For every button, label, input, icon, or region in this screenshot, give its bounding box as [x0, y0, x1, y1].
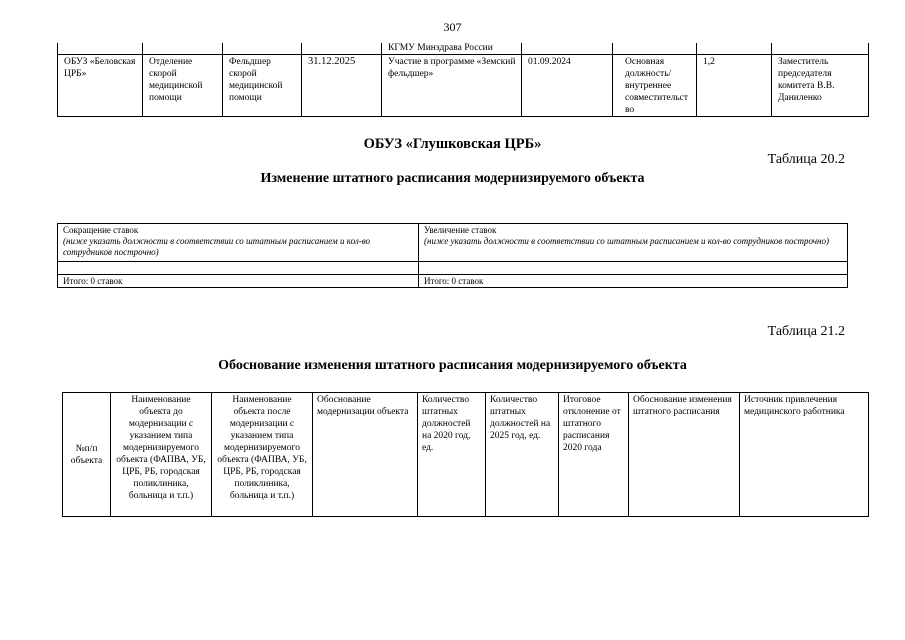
- header-modernization-reason: Обоснование модернизации объекта: [313, 393, 418, 517]
- table1-cell-department: Отделение скорой медицинской помощи: [143, 54, 223, 116]
- reduction-total: Итого: 0 ставок: [58, 275, 419, 288]
- page-number: 307: [443, 20, 462, 34]
- reduction-note: (ниже указать должности в соответствии со штатным расписанием и кол-во сотрудников построчно): [63, 236, 371, 257]
- header-deviation: Итоговое отклонение от штатного расписания 2020 года: [559, 393, 629, 517]
- table-20-title: Изменение штатного расписания модернизируемого объекта: [260, 171, 645, 186]
- reduction-header: Сокращение ставок: [63, 225, 139, 235]
- table-21-title: Обоснование изменения штатного расписания модернизируемого объекта: [218, 358, 687, 373]
- header-object-after: Наименование объекта после модернизации с указанием типа модернизируемого объекта (ФАПВА, УБ, ЦРБ, РБ, городская поликлиника, больница и т.п.): [212, 393, 313, 517]
- header-positions-2020: Количество штатных должностей на 2020 год, ед.: [418, 393, 486, 517]
- table1-cell-responsible: Заместитель председателя комитета В.В. Даниленко: [772, 54, 869, 116]
- table1-cell-org: ОБУЗ «Беловская ЦРБ»: [58, 54, 143, 116]
- reduction-empty-row: [58, 262, 419, 275]
- table1-cell-start-date: 01.09.2024: [522, 54, 613, 116]
- header-positions-2025: Количество штатных должностей на 2025 год, ед.: [486, 393, 559, 517]
- staff-table-continuation: [57, 43, 869, 117]
- staff-change-table: [57, 223, 848, 288]
- increase-note: (ниже указать должности в соответствии со штатным расписанием и кол-во сотрудников построчно): [424, 236, 829, 246]
- table1-cell-position: Фельдшер скорой медицинской помощи: [223, 54, 302, 116]
- header-change-reason: Обоснование изменения штатного расписания: [629, 393, 740, 517]
- table-21-label: Таблица 21.2: [767, 324, 845, 339]
- org-heading: ОБУЗ «Глушковская ЦРБ»: [363, 136, 542, 152]
- increase-empty-row: [419, 262, 848, 275]
- reduction-header-cell: [58, 224, 419, 262]
- header-item-number: №п/п объекта: [63, 393, 111, 517]
- table1-header-cell: КГМУ Минздрава России: [382, 43, 522, 54]
- table-20-label: Таблица 20.2: [767, 152, 845, 167]
- table1-cell-employment-type: Основная должность/ внутреннее совместительст во: [613, 54, 697, 116]
- increase-total: Итого: 0 ставок: [419, 275, 848, 288]
- staff-justification-table: [62, 392, 869, 517]
- table1-cell-date: 31.12.2025: [302, 54, 382, 116]
- header-recruitment-source: Источник привлечения медицинского работника: [740, 393, 869, 517]
- table1-cell-program: Участие в программе «Земский фельдшер»: [382, 54, 522, 116]
- table1-cell-rate: 1,2: [697, 54, 772, 116]
- increase-header-cell: [419, 224, 848, 262]
- increase-header: Увеличение ставок: [424, 225, 497, 235]
- header-object-before: Наименование объекта до модернизации с указанием типа модернизируемого объекта (ФАПВА, УБ, ЦРБ, РБ, городская поликлиника, больница и т.п.): [111, 393, 212, 517]
